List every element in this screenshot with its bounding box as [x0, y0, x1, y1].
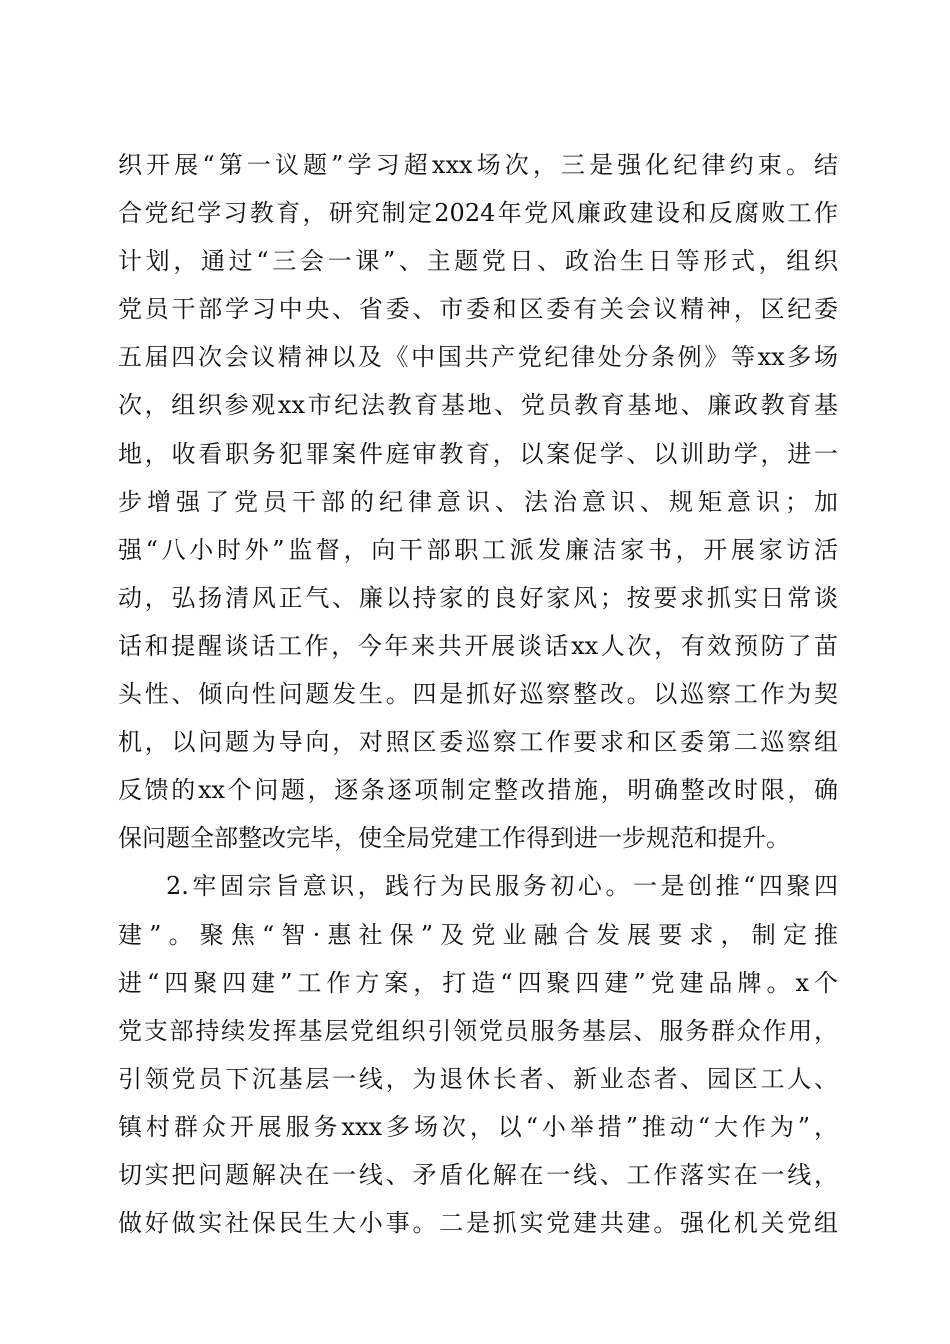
- text-line: 地，收看职务犯罪案件庭审教育，以案促学、以训助学，进一: [118, 439, 838, 468]
- text-line: 党员干部学习中央、省委、市委和区委有关会议精神，区纪委: [118, 295, 838, 324]
- text-line: 建”。聚焦“智·惠社保”及党业融合发展要求，制定推: [118, 920, 838, 949]
- text-line: 进“四聚四建”工作方案，打造“四聚四建”党建品牌。x个: [118, 968, 838, 997]
- text-line: 机，以问题为导向，对照区委巡察工作要求和区委第二巡察组: [118, 728, 838, 757]
- text-line: 织开展“第一议题”学习超xxx场次，三是强化纪律约束。结: [118, 151, 838, 179]
- text-line: 切实把问题解决在一线、矛盾化解在一线、工作落实在一线，: [118, 1160, 838, 1189]
- text-line: 强“八小时外”监督，向干部职工派发廉洁家书，开展家访活: [118, 535, 838, 564]
- text-line: 头性、倾向性问题发生。四是抓好巡察整改。以巡察工作为契: [118, 680, 838, 709]
- text-line: 镇村群众开展服务xxx多场次，以“小举措”推动“大作为”，: [118, 1112, 838, 1141]
- text-line: 引领党员下沉基层一线，为退休长者、新业态者、园区工人、: [118, 1064, 838, 1093]
- text-line: 党支部持续发挥基层党组织引领党员服务基层、服务群众作用，: [118, 1016, 838, 1045]
- text-line: 次，组织参观xx市纪法教育基地、党员教育基地、廉政教育基: [118, 391, 838, 420]
- text-line: 五届四次会议精神以及《中国共产党纪律处分条例》等xx多场: [118, 343, 838, 372]
- text-line: 保问题全部整改完毕，使全局党建工作得到进一步规范和提升。: [118, 824, 790, 853]
- text-line: 做好做实社保民生大小事。二是抓实党建共建。强化机关党组: [118, 1209, 838, 1238]
- text-line: 合党纪学习教育，研究制定2024年党风廉政建设和反腐败工作: [118, 199, 838, 228]
- text-line-paragraph-start: 2.牢固宗旨意识，践行为民服务初心。一是创推“四聚四: [166, 872, 838, 901]
- text-line: 反馈的xx个问题，逐条逐项制定整改措施，明确整改时限，确: [118, 776, 838, 805]
- text-line: 动，弘扬清风正气、廉以持家的良好家风；按要求抓实日常谈: [118, 583, 838, 612]
- text-line: 话和提醒谈话工作，今年来共开展谈话xx人次，有效预防了苗: [118, 631, 838, 660]
- text-line: 计划，通过“三会一课”、主题党日、政治生日等形式，组织: [118, 247, 838, 276]
- text-line: 步增强了党员干部的纪律意识、法治意识、规矩意识；加: [118, 487, 838, 516]
- body-text: [118, 141, 838, 1247]
